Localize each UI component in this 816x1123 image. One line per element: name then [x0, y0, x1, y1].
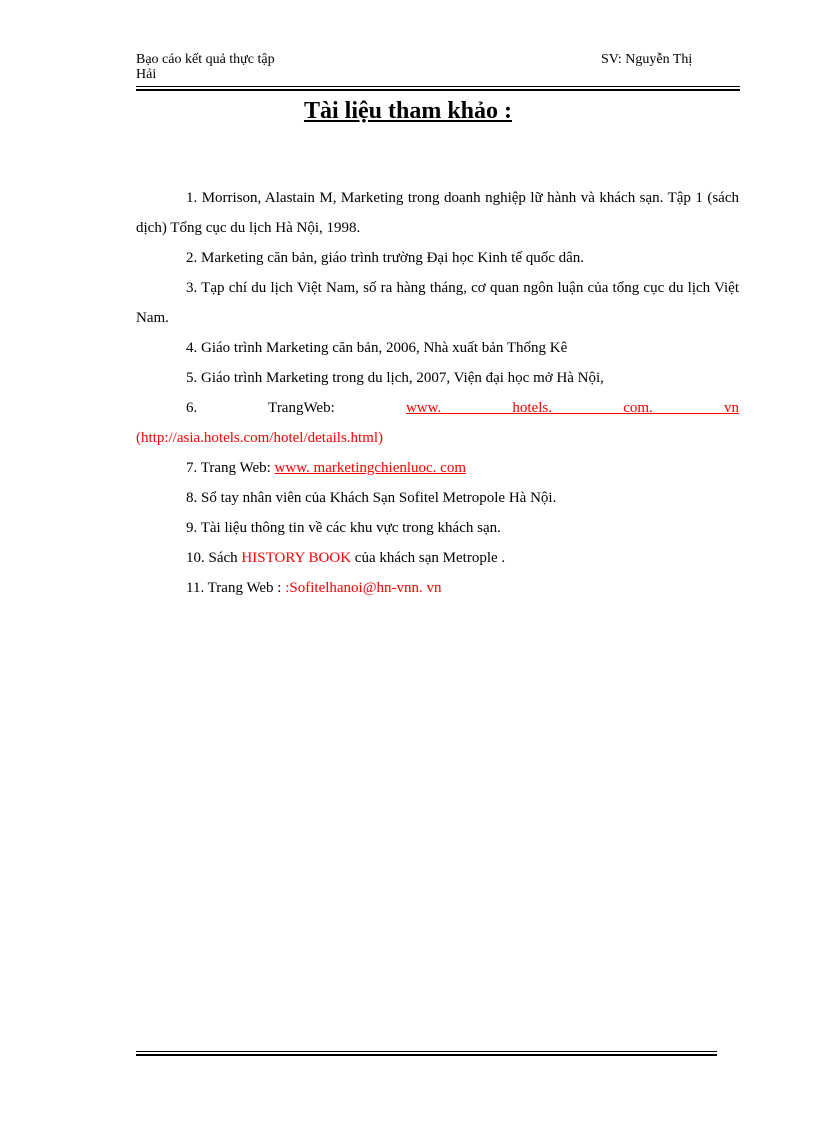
- reference-link-detail[interactable]: (http://asia.hotels.com/hotel/details.html): [136, 430, 384, 446]
- reference-link[interactable]: :Sofitelhanoi@hn-vnn. vn: [285, 580, 442, 596]
- reference-item: 5. Giáo trình Marketing trong du lịch, 2007, Viện đại học mở Hà Nội,: [186, 370, 604, 386]
- reference-item-continuation: [136, 423, 739, 453]
- reference-suffix: của khách sạn Metrople .: [351, 550, 506, 566]
- reference-item: 9. Tài liệu thông tin về các khu vực trong khách sạn.: [186, 520, 501, 536]
- reference-list: [136, 183, 739, 603]
- reference-item: [136, 573, 739, 603]
- reference-link[interactable]: www. hotels. com. vn: [405, 400, 739, 416]
- header-divider-thick: [136, 89, 740, 91]
- reference-prefix: 6. TrangWeb:: [186, 400, 406, 416]
- footer-divider: [136, 1051, 717, 1052]
- reference-item: [136, 393, 739, 423]
- reference-item: [136, 453, 739, 483]
- reference-prefix: 7. Trang Web:: [186, 460, 275, 476]
- header-divider: [136, 86, 740, 87]
- header-student-name: SV: Nguyễn Thị: [601, 52, 693, 67]
- reference-highlight: HISTORY BOOK: [241, 550, 352, 566]
- page-title: Tài liệu tham khảo :: [303, 98, 513, 124]
- reference-link[interactable]: www. marketingchienluoc. com: [274, 460, 467, 476]
- header-report-title-line1: Bạo cáo kết quả thực tập: [136, 52, 275, 67]
- header-report-title-line2: Hải: [136, 67, 157, 82]
- reference-item: [136, 543, 739, 573]
- reference-prefix: 10. Sách: [186, 550, 242, 566]
- reference-item: 4. Giáo trình Marketing căn bản, 2006, Nhà xuất bản Thống Kê: [186, 340, 568, 356]
- footer-divider-thick: [136, 1054, 717, 1056]
- reference-item: 2. Marketing căn bản, giáo trình trường Đại học Kinh tế quốc dân.: [186, 250, 585, 266]
- reference-item: 3. Tạp chí du lịch Việt Nam, số ra hàng tháng, cơ quan ngôn luận của tổng cục du lịch Việt Nam.: [136, 280, 739, 326]
- header-report-title: [136, 52, 336, 82]
- reference-prefix: 11. Trang Web :: [186, 580, 286, 596]
- reference-item: 1. Morrison, Alastain M, Marketing trong doanh nghiệp lữ hành và khách sạn. Tập 1 (sách dịch) Tổng cục du lịch Hà Nội, 1998.: [136, 190, 739, 236]
- reference-item: 8. Sổ tay nhân viên của Khách Sạn Sofitel Metropole Hà Nội.: [186, 490, 557, 506]
